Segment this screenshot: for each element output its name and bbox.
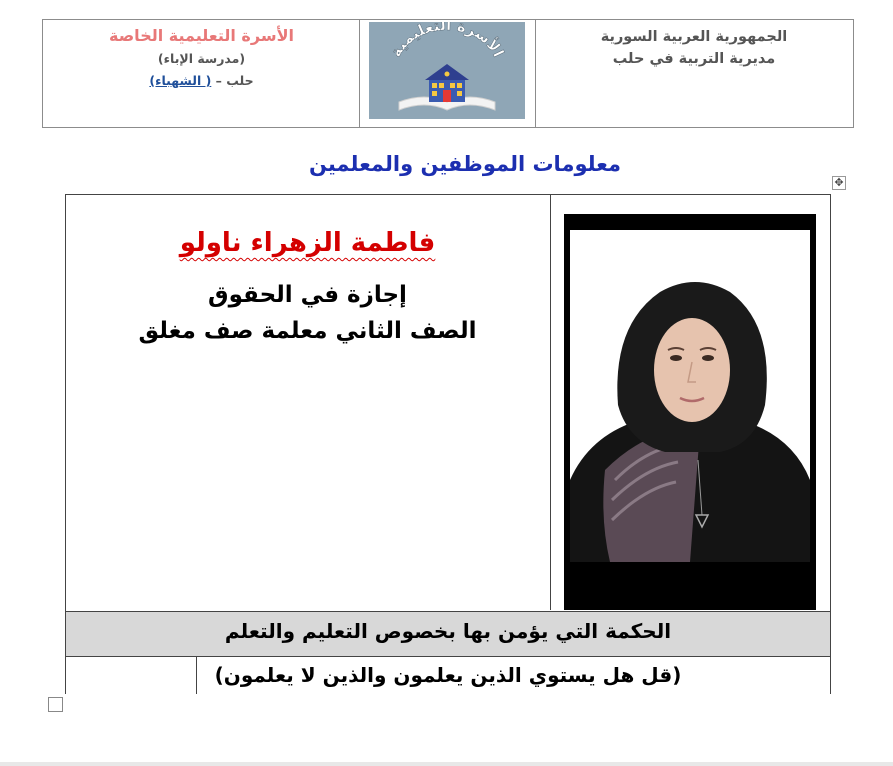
table-border-right: [830, 194, 831, 694]
district-link[interactable]: ( الشهباء): [149, 73, 212, 88]
page-edge: [0, 762, 893, 766]
school-logo: [369, 22, 525, 119]
teacher-degree: إجازة في الحقوق: [208, 282, 407, 308]
logo-graphic: [369, 22, 525, 119]
row-divider: [65, 656, 831, 657]
school-name: (مدرسة الإباء): [157, 51, 246, 66]
header-ministry-cell: [535, 20, 853, 127]
org-name: الأسرة التعليمية الخاصة: [109, 26, 294, 45]
table-border-top: [65, 194, 831, 195]
teacher-photo: [570, 230, 810, 562]
table-resize-handle[interactable]: [48, 697, 63, 712]
wisdom-heading: الحكمة التي يؤمن بها بخصوص التعليم والتعلم: [224, 619, 672, 643]
teacher-name: [70, 228, 545, 258]
logo-text: الأسرة التعليمية: [386, 22, 508, 61]
wisdom-quote: (قل هل يستوي الذين يعلمون والذين لا يعلمون): [214, 663, 682, 687]
teacher-portrait: [570, 230, 810, 562]
table-move-handle[interactable]: ✥: [832, 176, 846, 190]
teacher-name-text: فاطمة الزهراء ناولو: [179, 228, 436, 258]
directorate-name: مديرية التربية في حلب: [612, 51, 776, 67]
school-location: [43, 70, 360, 92]
city-name: حلب –: [215, 73, 254, 88]
table-column-divider: [550, 194, 551, 610]
country-name: الجمهورية العربية السورية: [600, 29, 788, 45]
header-school-cell: [43, 20, 360, 127]
page-title: معلومات الموظفين والمعلمين: [308, 152, 622, 176]
teacher-grade: الصف الثاني معلمة صف مغلق: [138, 318, 477, 344]
